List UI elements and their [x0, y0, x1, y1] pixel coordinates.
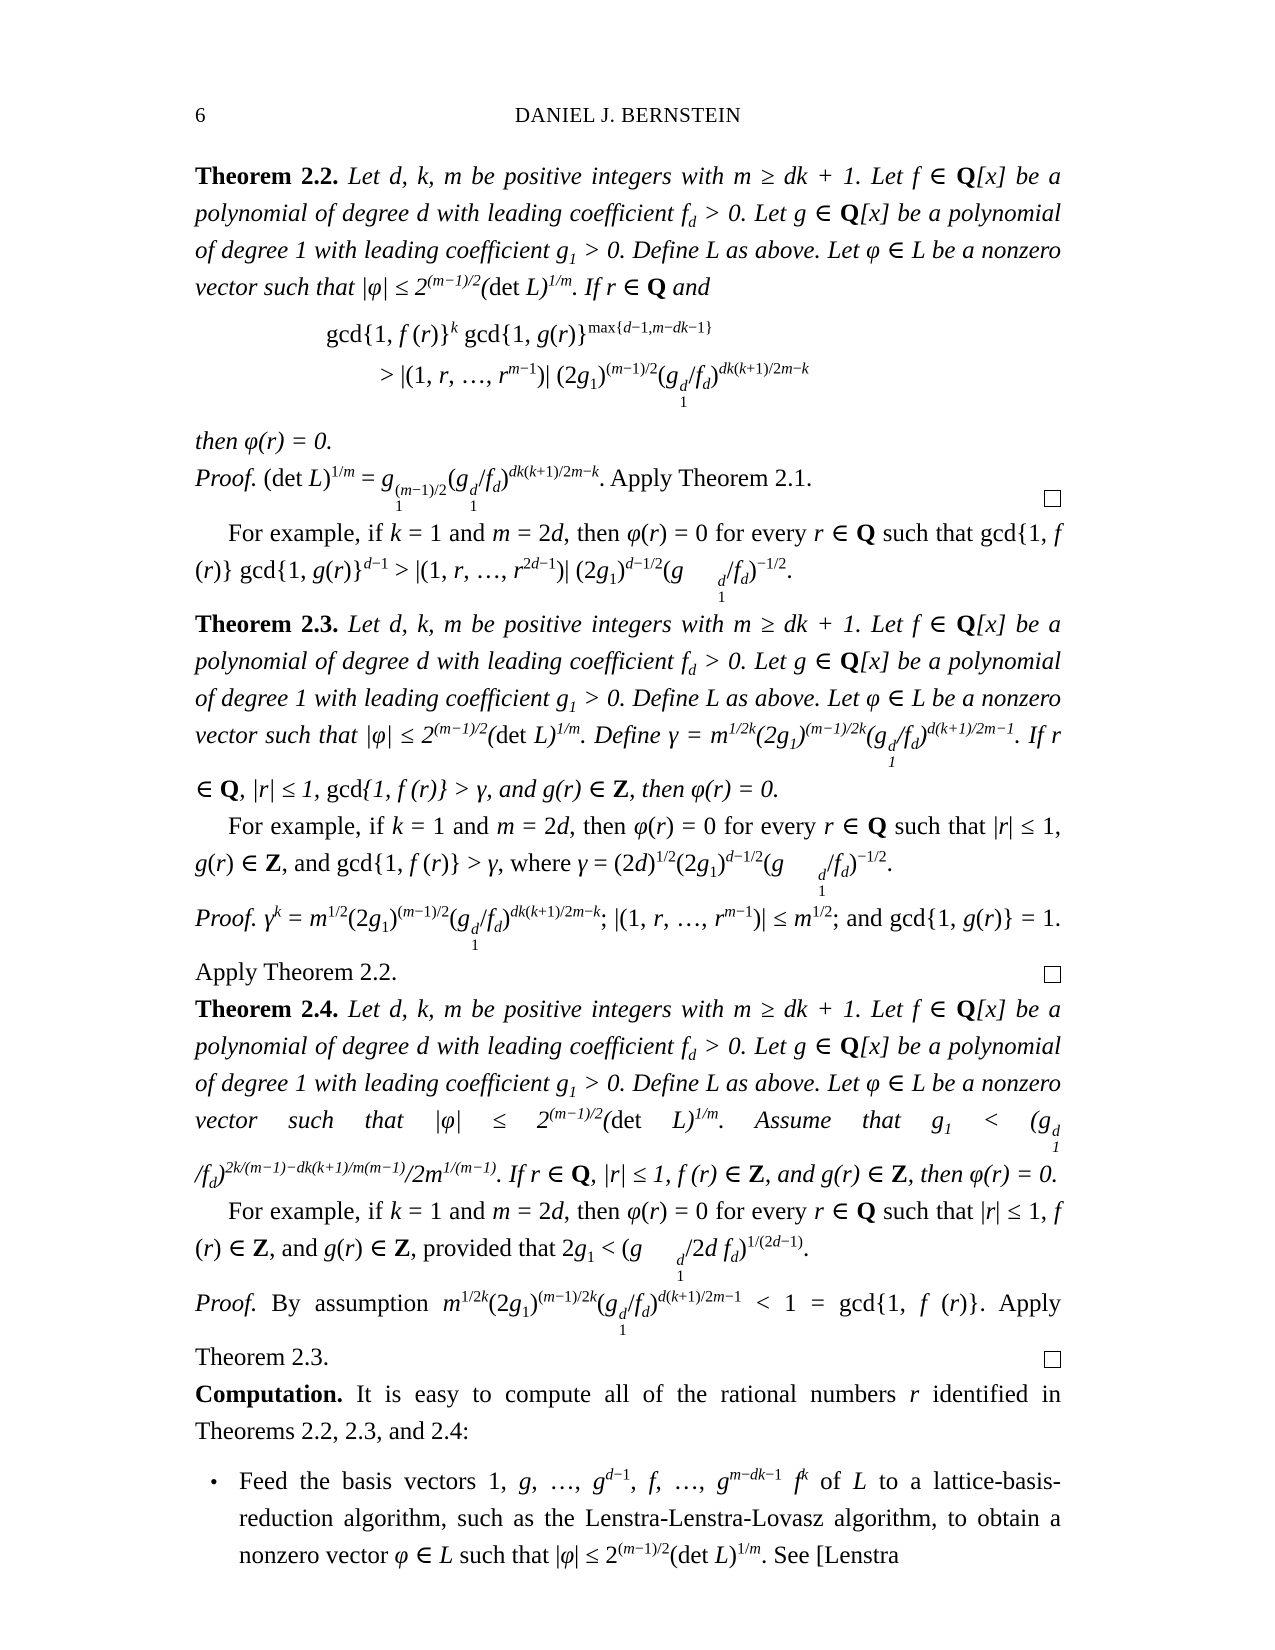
display-equation-2-2 [195, 316, 1061, 411]
theorem-2-2-paragraph [195, 158, 1061, 306]
proof-2-4-paragraph [195, 1285, 1061, 1376]
example-2-3-paragraph: For example, if k = 1 and m = 2d, then φ(r) = 0 for every r ∈ Q such that |r| ≤ 1, g(r) ∈ Z, and gcd{1, f (r)} > γ, where $\gamma = (2d)^{1/2}(2g_1)^{d-1/2}(g$ d 1 $/f_d)^{-1/2}$. [195, 813, 1061, 900]
proof-2-3-body: $\gamma^k = m^{1/2}(2g_1)^{(m-1)/2}(g$ d 1 $/f_d)^{dk(k+1)/2m-k}$; |(1, r, …, $r^{m-1})| \le m^{1/2}$; and gcd{1, g(r)} = 1. Apply Theorem 2.2. [195, 903, 1061, 986]
proof-2-2-paragraph [195, 460, 1061, 514]
qed-tombstone [1044, 490, 1061, 507]
running-head: DANIEL J. BERNSTEIN [514, 103, 742, 127]
bullet-marker-icon: • [210, 1468, 218, 1494]
qed-tombstone [1044, 1351, 1061, 1368]
proof-2-4-body: By assumption $m^{1/2k}(2g_1)^{(m-1)/2k}(g$ d 1 $/f_d)^{d(k+1)/2m-1} < 1 = \gcd\{1$, f (r)}. Apply Theorem 2.3. [195, 1288, 1061, 1371]
theorem-2-2-conclusion: then φ(r) = 0. [195, 428, 333, 456]
computation-head: Computation. [195, 1380, 343, 1408]
example-2-2-paragraph: For example, if k = 1 and m = 2d, then φ(r) = 0 for every r ∈ Q such that gcd{1, f (r)} gcd{1, g(r)}$^{d-1}$ > |(1, r, …, $r^{2d-1})|$ $(2g_1)^{d-1/2}(g$ d 1 $/f_d)^{-1/2}$. [195, 519, 1062, 606]
proof-2-2-body: (det L)$^{1/m}$ = g (m−1)/2 1 (g d 1 $/f_d)^{dk(k+1)/2m-k}$. Apply Theorem 2.1. [263, 463, 813, 515]
proof-2-3-paragraph [195, 900, 1061, 991]
proof-2-3-label: Proof. [195, 904, 258, 932]
page-header [195, 100, 1061, 130]
example-2-4-paragraph: For example, if k = 1 and m = 2d, then φ(r) = 0 for every r ∈ Q such that |r| ≤ 1, f (r) ∈ Z, and g(r) ∈ Z, provided that $2g_1 < (g$ d 1 /2d $f_d)^{1/(2d-1)}$. [195, 1198, 1061, 1285]
equation-line-1: gcd{1, f (r)}$^k$ gcd{1, g(r)}$^{max\{d-1,m-dk-1\}}$ [326, 319, 713, 348]
bullet-text: Feed the basis vectors 1, g, …, $g^{d-1}$, f, …, $g^{m-dk-1}$ $f^k$ of L to a lattice-basis-reduction algorithm, such as the Lenstra-Lenstra-Lovasz algorithm, to obtain a nonzero vector φ ∈ L such that $|\varphi| \le 2^{(m-1)/2}(\det$ L)$^{1/m}$. See [Lenstra [239, 1466, 1062, 1569]
theorem-2-3-body: Let d, k, m be positive integers with m ≥ dk + 1. Let f ∈ Q[x] be a polynomial of degree d with leading coefficient $f_d > 0$. Let g ∈ Q[x] be a polynomial of degree 1 with leading coefficient $g_1 > 0$. Define L as above. Let φ ∈ L be a nonzero vector such that $|\varphi| \le 2^{(m-1)/2}(\det$ L)$^{1/m}$. Define $\gamma = m^{1/2k}(2g_1)^{(m-1)/2k}(g$ d 1 $/f_d)^{d(k+1)/2m-1}$. If r ∈ Q, |r| ≤ 1, gcd{1, f (r)} > γ, and g(r) ∈ Z, then φ(r) = 0. [195, 610, 1062, 804]
computation-paragraph [195, 1376, 1061, 1450]
theorem-2-4-body: Let d, k, m be positive integers with m ≥ dk + 1. Let f ∈ Q[x] be a polynomial of degree d with leading coefficient $f_d > 0$. Let g ∈ Q[x] be a polynomial of degree 1 with leading coefficient $g_1 > 0$. Define L as above. Let φ ∈ L be a nonzero vector such that $|\varphi| \le 2^{(m-1)/2}(\det$ L)$^{1/m}$. Assume that $g_1 < (g$ d 1 $/f_d)^{2k/(m-1)-dk(k+1)/m(m-1)}/2m^{1/(m-1)}$. If r ∈ Q, |r| ≤ 1, f (r) ∈ Z, and g(r) ∈ Z, then φ(r) = 0. [195, 995, 1062, 1193]
equation-line-2: > |(1, r, …, $r^{m-1})|$ $(2g_1)^{(m-1)/2}(g$ d 1 $/f_d)^{dk(k+1)/2m-k}$ [380, 360, 809, 412]
theorem-2-3-head: Theorem 2.3. [195, 610, 339, 638]
theorem-2-2-head: Theorem 2.2. [195, 163, 339, 190]
theorem-2-3-paragraph [195, 606, 1061, 808]
theorem-2-2-body: Let d, k, m be positive integers with m ≥ dk + 1. Let f ∈ Q[x] be a polynomial of degree d with leading coefficient $f_d > 0$. Let g ∈ Q[x] be a polynomial of degree 1 with leading coefficient $g_1 > 0$. Define L as above. Let φ ∈ L be a nonzero vector such that $|\varphi| \le 2^{(m-1)/2}(\det$ L)$^{1/m}$. If r ∈ Q and [195, 163, 1062, 301]
proof-2-4-label: Proof. [195, 1289, 258, 1317]
proof-2-2-label: Proof. [195, 465, 258, 493]
page-number: 6 [195, 103, 206, 127]
bullet-list-item [195, 1463, 1061, 1574]
computation-body: It is easy to compute all of the rational numbers r identified in Theorems 2.2, 2.3, and 2.4: [195, 1380, 1062, 1445]
theorem-2-4-paragraph [195, 991, 1061, 1193]
theorem-2-4-head: Theorem 2.4. [195, 995, 339, 1023]
qed-tombstone [1044, 966, 1061, 983]
